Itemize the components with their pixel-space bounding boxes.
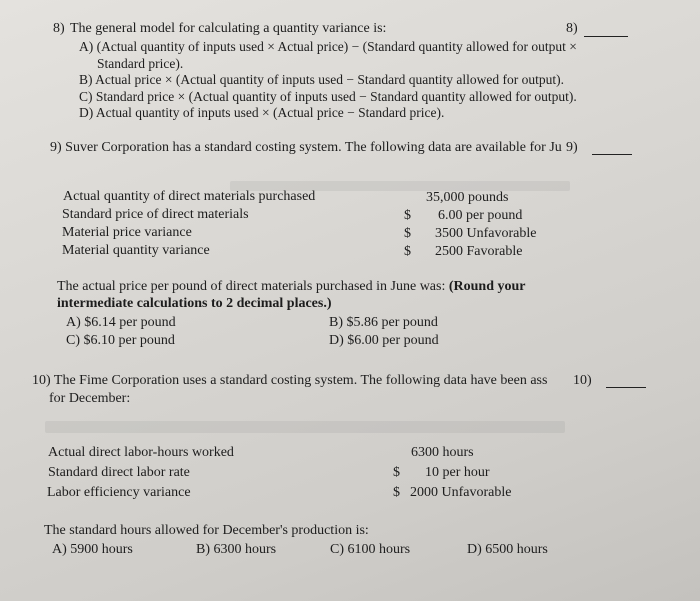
q10-answer-label: 10) bbox=[573, 373, 592, 388]
q9-choice-d[interactable]: D) $6.00 per pound bbox=[329, 333, 439, 348]
q10-row-label: Standard direct labor rate bbox=[48, 465, 190, 480]
q10-row-sign: $ bbox=[393, 485, 400, 500]
q10-choice-d[interactable]: D) 6500 hours bbox=[467, 542, 548, 557]
q8-option-c: C) Standard price × (Actual quantity of inputs used − Standard quantity allowed for output). bbox=[79, 89, 577, 104]
q8-stem: The general model for calculating a quantity variance is: bbox=[70, 21, 387, 36]
q9-stem: 9) Suver Corporation has a standard costing system. The following data are available for Ju bbox=[50, 140, 562, 155]
q9-question bbox=[57, 278, 526, 295]
q10-row-value: 2000 Unfavorable bbox=[410, 485, 512, 500]
q9-question-bold-line2: intermediate calculations to 2 decimal places.) bbox=[57, 296, 332, 311]
q8-answer-label: 8) bbox=[566, 21, 578, 36]
q10-row-value: 10 per hour bbox=[425, 465, 490, 480]
q9-answer-blank[interactable] bbox=[592, 140, 632, 155]
q10-stem: 10) The Fime Corporation uses a standard costing system. The following data have been ass bbox=[32, 373, 548, 388]
q10-choice-a[interactable]: A) 5900 hours bbox=[52, 542, 133, 557]
q8-option-a: A) (Actual quantity of inputs used × Actual price) − (Standard quantity allowed for output × bbox=[79, 39, 577, 54]
q10-choice-b[interactable]: B) 6300 hours bbox=[196, 542, 277, 557]
q10-answer-blank[interactable] bbox=[606, 373, 646, 388]
q10-question: The standard hours allowed for December's production is: bbox=[44, 523, 369, 538]
q9-question-bold: (Round your bbox=[448, 279, 526, 294]
q9-row-label: Material quantity variance bbox=[62, 243, 210, 258]
q9-row-sign: $ bbox=[404, 226, 411, 241]
faint-bleed-through bbox=[45, 421, 565, 433]
q8-option-d: D) Actual quantity of inputs used × (Actual price − Standard price). bbox=[79, 105, 445, 120]
q9-choice-b[interactable]: B) $5.86 per pound bbox=[329, 315, 438, 330]
q9-row-sign: $ bbox=[404, 244, 411, 259]
q10-row-sign: $ bbox=[393, 465, 400, 480]
q8-option-b: B) Actual price × (Actual quantity of inputs used − Standard quantity allowed for output). bbox=[79, 72, 564, 87]
q9-row-sign: $ bbox=[404, 208, 411, 223]
q10-row-label: Labor efficiency variance bbox=[47, 485, 191, 500]
q9-row-value: 2500 Favorable bbox=[435, 244, 523, 259]
q9-row-value: 3500 Unfavorable bbox=[435, 226, 537, 241]
q10-choice-c[interactable]: C) 6100 hours bbox=[330, 542, 411, 557]
q8-answer-blank[interactable] bbox=[584, 22, 628, 37]
q9-row-label: Actual quantity of direct materials purchased bbox=[63, 189, 316, 204]
q8-number: 8) bbox=[53, 21, 65, 36]
q10-stem-line2: for December: bbox=[49, 391, 131, 406]
q9-question-text: The actual price per pound of direct materials purchased in June was: bbox=[57, 279, 446, 294]
q9-row-value: 6.00 per pound bbox=[438, 208, 523, 223]
q9-choice-c[interactable]: C) $6.10 per pound bbox=[66, 333, 175, 348]
q10-row-value: 6300 hours bbox=[411, 445, 474, 460]
q9-choice-a[interactable]: A) $6.14 per pound bbox=[66, 315, 176, 330]
q9-row-label: Material price variance bbox=[62, 225, 192, 240]
q9-answer-label: 9) bbox=[566, 140, 578, 155]
q8-option-a-cont: Standard price). bbox=[97, 56, 184, 71]
q9-row-label: Standard price of direct materials bbox=[62, 207, 249, 222]
q9-row-value: 35,000 pounds bbox=[426, 190, 509, 205]
q10-row-label: Actual direct labor-hours worked bbox=[48, 445, 234, 460]
